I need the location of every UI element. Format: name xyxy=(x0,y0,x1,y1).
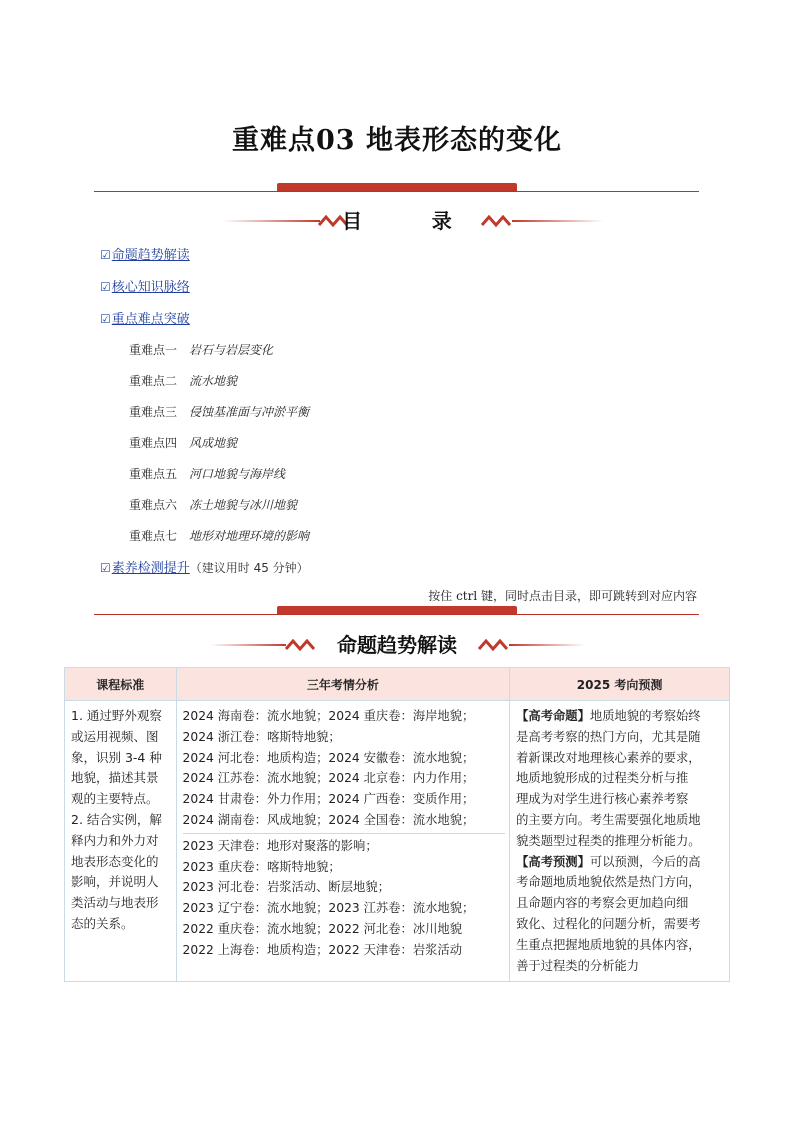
toc-subitem-1[interactable]: 重难点一 岩石与岩层变化 xyxy=(129,343,274,357)
analysis-line: 2022 上海卷：地质构造；2022 天津卷：岩浆活动 xyxy=(182,942,463,957)
checkbox-icon: ☑ xyxy=(100,561,111,575)
toc-link[interactable]: 核心知识脉络 xyxy=(111,280,190,295)
navigation-hint: 按住 ctrl 键，同时点击目录，即可跳转到对应内容 xyxy=(428,589,697,603)
standard-line: 或运用视频、图 xyxy=(71,728,159,744)
standard-line: 类活动与地表形 xyxy=(71,895,159,911)
analysis-2023-2022-block xyxy=(183,833,506,961)
analysis-line: 2022 重庆卷：流水地貌；2022 河北卷：冰川地貌 xyxy=(182,921,463,936)
toc-subitem-6[interactable]: 重难点六 冻土地貌与冰川地貌 xyxy=(129,498,298,512)
prediction-line: 致化、过程化的问题分析，需要考 xyxy=(516,916,701,931)
column-header: 2025 考向预测 xyxy=(510,668,730,701)
toc-subitem-7[interactable]: 重难点七 地形对地理环境的影响 xyxy=(129,529,310,543)
prediction-line: 善于过程类的分析能力 xyxy=(516,958,640,973)
column-header: 三年考情分析 xyxy=(176,668,510,701)
analysis-2024-block xyxy=(183,706,506,831)
standard-line: 态的关系。 xyxy=(71,915,134,931)
prediction-line: 生重点把握地质地貌的具体内容， xyxy=(516,937,701,952)
trend-table xyxy=(64,667,730,982)
analysis-line: 2023 重庆卷：喀斯特地貌； xyxy=(182,859,341,874)
toc-item-assessment[interactable] xyxy=(100,559,309,578)
table-row xyxy=(65,701,730,982)
prediction-line: 地质地貌形成的过程类分析与推 xyxy=(516,771,689,786)
toc-item-trend[interactable] xyxy=(100,246,190,265)
toc-divider xyxy=(94,606,699,618)
prediction-line: 貌类题型过程类的推理分析能力。 xyxy=(516,833,701,848)
standard-line: 象，识别 3-4 种 xyxy=(71,749,162,765)
toc-item-knowledge[interactable] xyxy=(100,278,190,297)
standard-line: 释内力和外力对 xyxy=(71,832,159,848)
toc-heading: 目 录 xyxy=(342,209,452,233)
exam-analysis-cell xyxy=(176,701,510,982)
standard-line: 地貌，描述其景 xyxy=(71,770,159,786)
section-heading-banner xyxy=(0,631,794,659)
prediction-cell xyxy=(510,701,730,982)
prediction-line: 理成为对学生进行核心素养考察 xyxy=(516,792,689,807)
checkbox-icon: ☑ xyxy=(100,312,111,326)
checkbox-icon: ☑ xyxy=(100,248,111,262)
prediction-line: 着新课改对地理核心素养的要求， xyxy=(516,750,701,765)
analysis-line: 2024 湖南卷：风成地貌；2024 全国卷：流水地貌； xyxy=(182,812,475,827)
toc-item-key-points[interactable] xyxy=(100,310,190,329)
analysis-line: 2024 海南卷：流水地貌；2024 重庆卷：海岸地貌； xyxy=(182,709,475,723)
table-header-row xyxy=(65,668,730,701)
analysis-line: 2024 河北卷：地质构造；2024 安徽卷：流水地貌； xyxy=(182,750,475,765)
standard-line: 1. 通过野外观察 xyxy=(71,708,162,723)
checkbox-icon: ☑ xyxy=(100,280,111,294)
standard-line: 影响，并说明人 xyxy=(71,874,159,890)
toc-heading-banner xyxy=(0,207,794,235)
standard-line: 2. 结合实例，解 xyxy=(71,811,162,827)
prediction-line: 【高考命题】地质地貌的考察始终 xyxy=(516,709,701,723)
prediction-line: 【高考预测】可以预测，今后的高 xyxy=(516,854,701,869)
prediction-line: 是高考考察的热门方向，尤其是随 xyxy=(516,729,701,744)
toc-link[interactable]: 素养检测提升 xyxy=(111,561,190,576)
standard-line: 地表形态变化的 xyxy=(71,853,159,869)
standard-line: 观的主要特点。 xyxy=(71,791,159,807)
title-divider xyxy=(94,183,699,195)
toc-subitem-3[interactable]: 重难点三 侵蚀基准面与冲淤平衡 xyxy=(129,405,310,419)
analysis-line: 2024 浙江卷：喀斯特地貌； xyxy=(182,729,341,744)
prediction-line: 且命题内容的考察会更加趋向细 xyxy=(516,896,689,911)
toc-subitem-2[interactable]: 重难点二 流水地貌 xyxy=(129,374,238,388)
toc-subitem-4[interactable]: 重难点四 风成地貌 xyxy=(129,436,238,450)
toc-subitem-5[interactable]: 重难点五 河口地貌与海岸线 xyxy=(129,467,286,481)
curriculum-standard-cell xyxy=(65,701,177,982)
document-title: 重难点03 地表形态的变化 xyxy=(232,125,562,156)
toc-link[interactable]: 重点难点突破 xyxy=(111,312,190,327)
prediction-line: 考命题地质地貌依然是热门方向， xyxy=(516,875,701,890)
toc-link[interactable]: 命题趋势解读 xyxy=(111,248,190,263)
analysis-line: 2023 辽宁卷：流水地貌；2023 江苏卷：流水地貌； xyxy=(182,901,475,916)
prediction-line: 的主要方向。考生需要强化地质地 xyxy=(516,812,701,827)
column-header: 课程标准 xyxy=(65,668,177,701)
analysis-line: 2024 江苏卷：流水地貌；2024 北京卷：内力作用； xyxy=(182,771,475,786)
analysis-line: 2024 甘肃卷：外力作用；2024 广西卷：变质作用； xyxy=(182,792,475,807)
toc-time-note: （建议用时 45 分钟） xyxy=(189,561,309,575)
analysis-line: 2023 天津卷：地形对聚落的影响； xyxy=(182,838,378,853)
section-heading: 命题趋势解读 xyxy=(337,633,457,657)
analysis-line: 2023 河北卷：岩浆活动、断层地貌； xyxy=(182,880,390,895)
